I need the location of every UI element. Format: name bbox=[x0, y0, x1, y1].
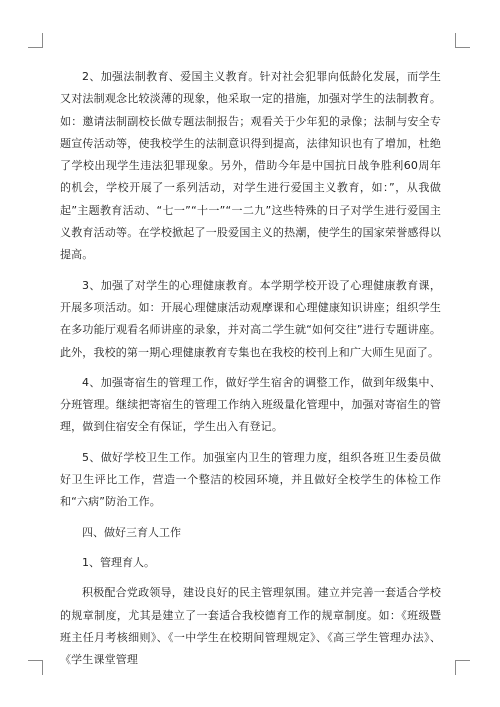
section-heading: 四、做好三育人工作 bbox=[82, 525, 181, 539]
crop-mark-bottom-right bbox=[455, 660, 470, 675]
crop-mark-top-left bbox=[28, 33, 43, 48]
sub-heading: 1、管理育人。 bbox=[82, 555, 155, 569]
document-body bbox=[60, 66, 441, 679]
paragraph-boarding-management: 4、加强寄宿生的管理工作，做好学生宿舍的调整工作，做到年级集中、分班管理。继续把寄宿生的管理工作纳入班级量化管理中，加强对寄宿生的管理，做到住宿安全有保证，学生出入有登记。 bbox=[60, 375, 441, 434]
crop-mark-bottom-left bbox=[28, 660, 43, 675]
paragraph-management-education: 积极配合党政领导，建设良好的民主管理氛围。建立并完善一套适合学校的规章制度，尤其是建立了一套适合我校德育工作的规章制度。如：《班级暨班主任月考核细则》、《一中学生在校期间管理规定》、《高三学生管理办法》、《学生课堂管理 bbox=[60, 586, 441, 667]
crop-mark-top-right bbox=[455, 33, 470, 48]
paragraph-legal-education: 2、加强法制教育、爱国主义教育。针对社会犯罪向低龄化发展，而学生又对法制观念比较淡薄的现象，他采取一定的措施，加强对学生的法制教育。如：邀请法制副校长做专题法制报告；观看关于少年犯的录像；法制与安全专题宣传活动等，使我校学生的法制意识得到提高，法律知识也有了增加，杜绝了学校出现学生违法犯罪现象。另外，借助今年是中国抗日战争胜利60周年的机会，学校开展了一系列活动，对学生进行爱国主义教育，如：”，从我做起”主题教育活动、“七一”“十一”“一二九”这些特殊的日子对学生进行爱国主义教育活动等。在学校掀起了一股爱国主义的热潮，使学生的国家荣誉感得以提高。 bbox=[60, 70, 441, 262]
paragraph-hygiene: 5、做好学校卫生工作。加强室内卫生的管理力度，组织各班卫生委员做好卫生评比工作，营造一个整洁的校园环境，并且做好全校学生的体检工作和“六病”防治工作。 bbox=[60, 450, 441, 509]
paragraph-mental-health: 3、加强了对学生的心理健康教育。本学期学校开设了心理健康教育课，开展多项活动。如：开展心理健康活动观摩课和心理健康知识讲座；组织学生在多功能厅观看名师讲座的录象，并对高二学生就“如何交往”进行专题讲座。此外，我校的第一期心理健康教育专集也在我校的校刊上和广大师生见面了。 bbox=[60, 278, 441, 359]
